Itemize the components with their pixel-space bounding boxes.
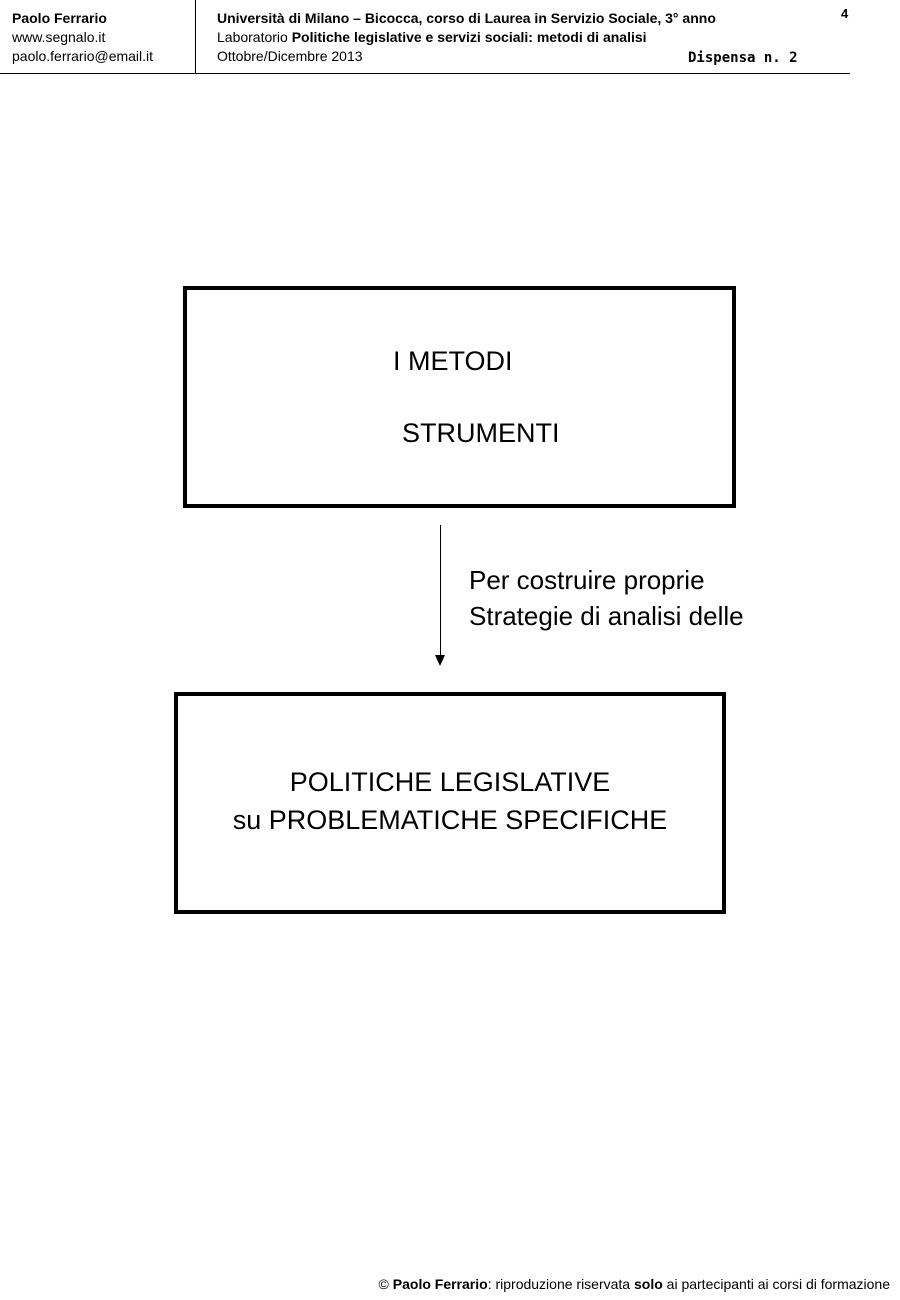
course-period-line: Ottobre/Dicembre 2013 <box>217 48 363 64</box>
author-website: www.segnalo.it <box>12 29 106 45</box>
footer-author: Paolo Ferrario <box>392 1276 488 1292</box>
arrow-label-line1: Per costruire proprie <box>469 565 705 595</box>
footer-text1: : riproduzione riservata <box>487 1276 634 1292</box>
author-email: paolo.ferrario@email.it <box>12 48 154 64</box>
box-politiche-line2-text: su PROBLEMATICHE SPECIFICHE <box>232 805 668 835</box>
course-lab-line <box>217 28 827 47</box>
footer-text2: ai partecipanti ai corsi di formazione <box>662 1276 890 1292</box>
dispensa-label: Dispensa n. 2 <box>688 50 798 66</box>
page-number: 4 <box>841 6 849 21</box>
course-lab-title: Politiche legislative e servizi sociali: metodi di analisi <box>291 29 647 45</box>
author-block <box>12 9 194 66</box>
box-politiche <box>174 692 726 914</box>
footer-bold-word: solo <box>633 1276 663 1292</box>
arrow-label-line2: Strategie di analisi delle <box>469 601 744 631</box>
footer-copyright <box>379 1276 890 1292</box>
course-lab-prefix: Laboratorio <box>217 29 292 45</box>
arrow-shaft <box>440 525 441 658</box>
course-university-line: Università di Milano – Bicocca, corso di Laurea in Servizio Sociale, 3° anno <box>217 10 716 26</box>
copyright-symbol: © <box>378 1276 389 1292</box>
header-divider-vertical <box>195 0 196 73</box>
box-politiche-line1 <box>0 767 900 798</box>
box-politiche-line1-text: POLITICHE LEGISLATIVE <box>289 767 611 797</box>
box-politiche-line2 <box>0 805 900 836</box>
box-metodi <box>183 286 736 508</box>
box-metodi-line1: I METODI <box>393 346 513 376</box>
author-name: Paolo Ferrario <box>12 10 107 26</box>
header-divider-horizontal <box>0 73 850 74</box>
arrow-down-icon <box>435 655 445 666</box>
box-metodi-line2: STRUMENTI <box>402 418 560 448</box>
